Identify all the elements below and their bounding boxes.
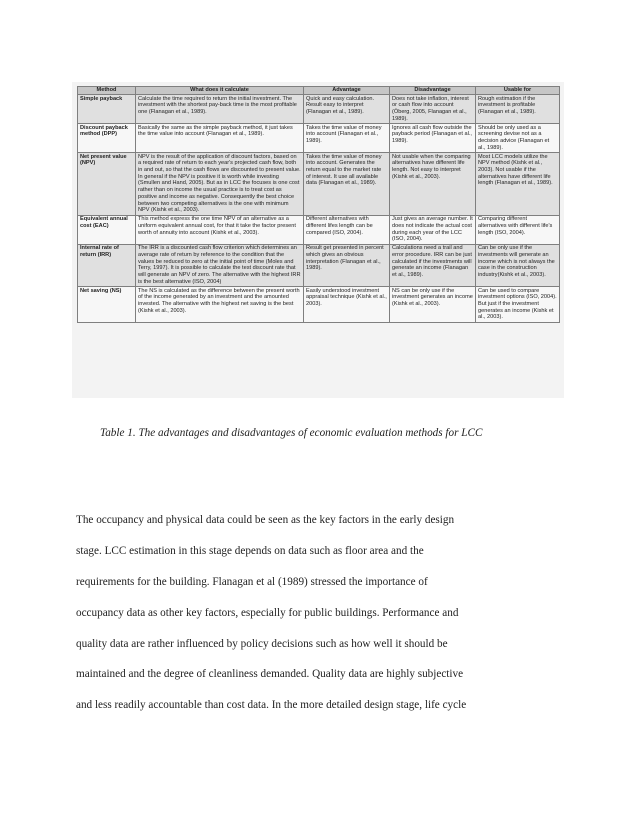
cell-method: Equivalent annual cost (EAC) [78,215,136,244]
table-row [78,124,560,153]
paragraph-line: occupancy data as other key factors, especially for public buildings. Performance and [76,606,459,619]
table-caption: Table 1. The advantages and disadvantages of economic evaluation methods for LCC [100,427,483,439]
cell-disadvantage: Ignores all cash flow outside the payback period (Flanagan et al., 1989). [390,124,476,153]
table-row [78,215,560,244]
cell-calc: Calculate the time required to return the initial investment. The investment with the shortest pay-back time is the most profitable one (Flanagan et al., 1989). [136,95,304,124]
cell-method: Net saving (NS) [78,286,136,322]
cell-method: Discount payback method (DPP) [78,124,136,153]
paragraph-line: and less readily accountable than cost data. In the more detailed design stage, life cycle [76,699,467,712]
cell-usable-for: Can be used to compare investment options (ISO, 2004). But just if the investment generates an income (Kishk et al., 2003). [476,286,560,322]
cell-advantage: Takes the time value of money into account. Generates the return equal to the market rate of interest. It use all available data (Flanagan et al., 1989). [304,153,390,216]
cell-disadvantage: Just gives an average number. It does not indicate the actual cost during each year of the LCC (ISO, 2004). [390,215,476,244]
cell-advantage: Quick and easy calculation. Result easy to interpret (Flanagan et al., 1989). [304,95,390,124]
header-advantage: Advantage [304,87,390,95]
header-method: Method [78,87,136,95]
cell-disadvantage: Not usable when the comparing alternatives have different life length. Not easy to interpret (Kishk et al., 2003). [390,153,476,216]
cell-method: Internal rate of return (IRR) [78,244,136,286]
cell-disadvantage: NS can be only use if the investment generates an income (Kishk et al., 2003). [390,286,476,322]
paragraph-line: stage. LCC estimation in this stage depends on data such as floor area and the [76,544,424,557]
lcc-methods-table-image [72,82,564,398]
cell-usable-for: Most LCC models utilize the NPV method (Kishk et al., 2003). Not usable if the alternatives have different life length (Flanagan et al., 1989). [476,153,560,216]
cell-method: Net present value (NPV) [78,153,136,216]
cell-disadvantage: Does not take inflation, interest or cash flow into account (Öberg, 2005, Flanagan et al., 1989). [390,95,476,124]
cell-calc: The IRR is a discounted cash flow criterion which determines an average rate of return by reference to the condition that the values be reduced to zero at the initial point of time (Moles and Terry, 1997). It is possible to calculate the test discount rate that will generate an NPV of zero. The alternative with the highest IRR is the best alternative (ISO, 2004) [136,244,304,286]
paragraph-line: quality data are rather influenced by policy decisions such as how well it should be [76,637,448,650]
table-row [78,95,560,124]
cell-calc: NPV is the result of the application of discount factors, based on a required rate of return to each year's projected cash flow, both in and out, so that the cash flows are discounted to present value. In general if the NPV is positive it is worth while investing (Smullen and Hand, 2005). But as in LCC the focuses is one cost rather than on income the usual practice is to treat cost as positive and income as negative. Consequently the best choice between two competing alternatives is the one with minimum NPV (Kishk et al., 2003). [136,153,304,216]
cell-calc: The NS is calculated as the difference between the present worth of the income generated by an investment and the amounted invested. The alternative with the highest net saving is the best (Kishk et al., 2003). [136,286,304,322]
cell-calc: Basically the same as the simple payback method, it just takes the time value into account (Flanagan et al., 1989). [136,124,304,153]
cell-disadvantage: Calculations need a trail and error procedure. IRR can be just calculated if the investments will generate an income (Flanagan et al., 1989). [390,244,476,286]
table-row [78,286,560,322]
cell-usable-for: Should be only used as a screening devise not as a decision advice (Flanagan et al., 1989). [476,124,560,153]
table-header-row [78,87,560,95]
body-paragraph [76,514,556,730]
cell-advantage: Easily understood investment appraisal technique (Kishk et al., 2003). [304,286,390,322]
cell-method: Simple payback [78,95,136,124]
table-row [78,153,560,216]
paragraph-line: requirements for the building. Flanagan et al (1989) stressed the importance of [76,575,428,588]
header-usable-for: Usable for [476,87,560,95]
cell-usable-for: Comparing different alternatives with different life's length (ISO, 2004). [476,215,560,244]
cell-usable-for: Can be only use if the investments will generate an income which is not always the case in the construction industry(Kishk et al., 2003). [476,244,560,286]
cell-advantage: Takes the time value of money into account (Flanagan et al., 1989). [304,124,390,153]
lcc-methods-table [77,86,560,323]
header-disadvantage: Disadvantage [390,87,476,95]
cell-advantage: Result get presented in percent which gives an obvious interpretation (Flanagan et al., 1989). [304,244,390,286]
header-calc: What does it calculate [136,87,304,95]
cell-advantage: Different alternatives with different lifes length can be compared (ISO, 2004). [304,215,390,244]
table-row [78,244,560,286]
paragraph-line: The occupancy and physical data could be seen as the key factors in the early design [76,514,455,526]
cell-usable-for: Rough estimation if the investment is profitable (Flanagan et al., 1989). [476,95,560,124]
paragraph-line: maintained and the degree of cleanliness demanded. Quality data are highly subjective [76,668,464,681]
cell-calc: This method express the one time NPV of an alternative as a uniform equivalent annual cost, for that it take the factor present worth of annuity into account (Kishk et al., 2003). [136,215,304,244]
